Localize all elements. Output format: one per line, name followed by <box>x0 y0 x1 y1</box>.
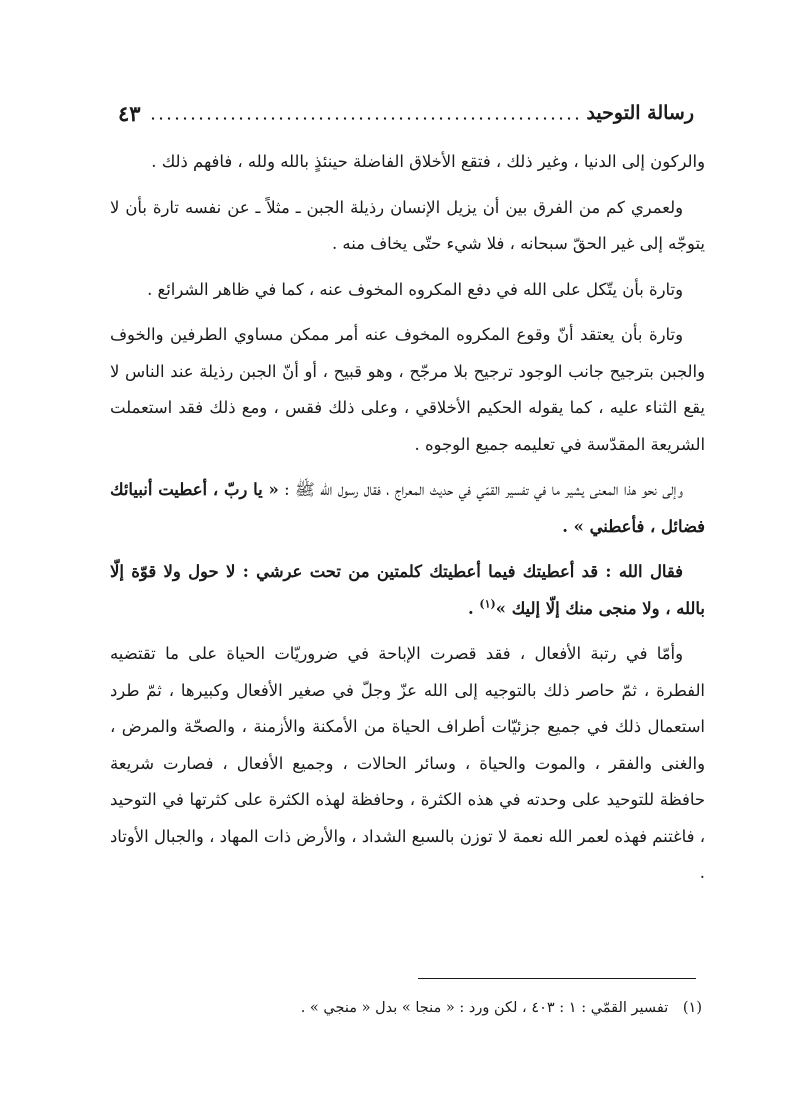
footnote-text: تفسير القمّي : ١ : ٤٠٣ ، لكن ورد : « منجا » بدل « منجي » . <box>300 1000 669 1016</box>
paragraph: ولعمري كم من الفرق بين أن يزيل الإنسان رذيلة الجبن ـ مثلاً ـ عن نفسه تارة بأن لا يتوجّه إلى غير الحقّ سبحانه ، فلا شيء حتّى يخاف منه . <box>110 197 705 253</box>
footnote-divider <box>418 978 696 979</box>
header-title: رسالة التوحيد <box>586 102 694 124</box>
hadith-quote: « يا ربّ ، أعطيت أنبيائك فضائل ، فأعطني » . <box>110 480 705 536</box>
page-number: ٤٣ <box>118 100 141 126</box>
paragraph: وتارة بأن يعتقد أنّ وقوع المكروه المخوف عنه أمر ممكن مساوي الطرفين والخوف والجبن بترجيح جانب الوجود ترجيح بلا مرجّح ، وهو قبيح ، أو أنّ الجبن رذيلة عند الناس لا يقع الثناء عليه ، كما يقوله الحكيم الأخلاقي ، وعلى ذلك فقس ، ومع ذلك فقد استعملت الشريعة المقدّسة في تعليمه جميع الوجوه . <box>110 325 705 454</box>
footnote-marker: (١) <box>479 597 496 611</box>
hadith-answer-end: . <box>467 598 480 618</box>
running-header <box>118 98 694 128</box>
footnote <box>118 996 702 1020</box>
paragraph-hadith-intro <box>110 472 705 545</box>
paragraph: وأمّا في رتبة الأفعال ، فقد قصرت الإباحة في ضروريّات الحياة على ما تقتضيه الفطرة ، ثمّ حاصر ذلك بالتوجيه إلى الله عزّ وجلّ في صغير الأفعال وكبيرها ، ثمّ طرد استعمال ذلك في جميع جزئيّات أطراف الحياة من الأمكنة والأزمنة ، والصحّة والمرض ، والغنى والفقر ، والموت والحياة ، وسائر الحالات ، وجميع الأفعال ، فصارت شريعة حافظة للتوحيد على وحدته في هذه الكثرة ، وحافظة لهذه الكثرة على كثرتها في التوحيد ، فاغتنم فهذه لعمر الله نعمة لا توزن بالسبع الشداد ، والأرض ذات المهاد ، والجبال الأوتاد . <box>110 644 705 882</box>
paragraph-hadith-answer <box>110 554 705 627</box>
paragraph: وتارة بأن يتّكل على الله في دفع المكروه المخوف عنه ، كما في ظاهر الشرائع . <box>147 279 683 299</box>
body-text <box>110 144 705 901</box>
paragraph-continuation: والركون إلى الدنيا ، وغير ذلك ، فتقع الأخلاق الفاضلة حينئذٍ بالله ولله ، فافهم ذلك . <box>151 152 705 171</box>
dot-leader <box>149 117 579 120</box>
hadith-answer-text: فقال الله : قد أعطيتك فيما أعطيتك كلمتين من تحت عرشي : لا حول ولا قوّة إلّا بالله ، ولا منجى منك إلّا إليك » <box>110 562 705 618</box>
footnote-number: (١) <box>682 1000 702 1016</box>
hadith-intro-text: وإلى نحو هذا المعنى يشير ما في تفسير القمّي في حديث المعراج ، فقال رسول الله ﷺ : <box>278 480 683 499</box>
